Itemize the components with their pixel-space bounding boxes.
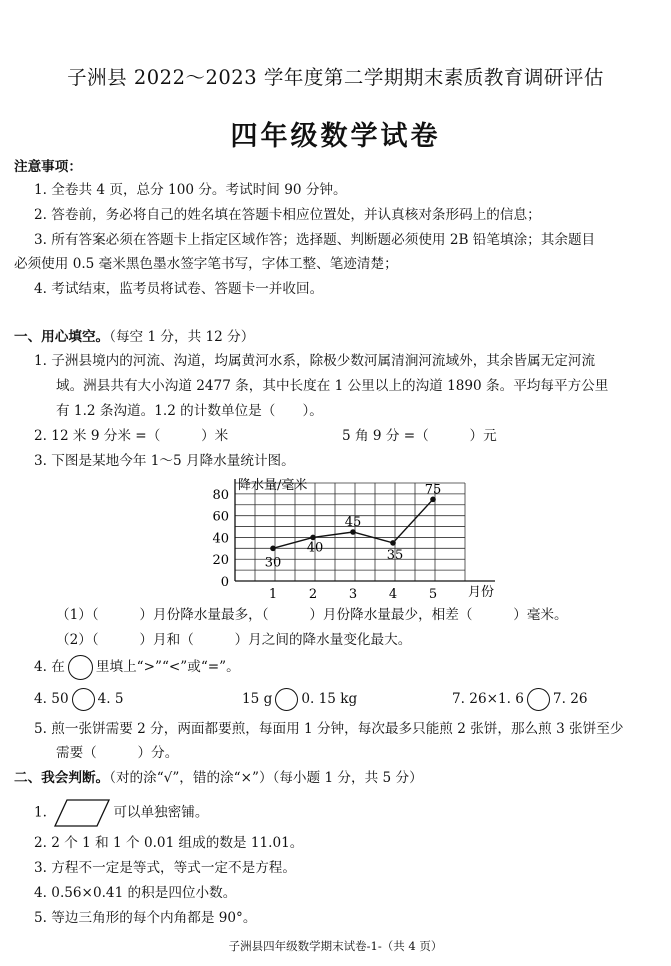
data-label: 75 [424,482,442,498]
data-point [270,546,276,552]
q3-sub-1: （1）（ ）月份降水量最多，（ ）月份降水量最少，相差（ ）毫米。 [56,607,568,623]
data-point [350,529,356,535]
x-tick-label: 4 [388,587,398,602]
judge-item-1-number: 1. [34,804,47,821]
q4-item-2 [242,688,357,711]
exam-header: 子洲县 2022～2023 学年度第二学期期末素质教育调研评估 [67,66,604,89]
judge-item-5: 5. 等边三角形的每个内角都是 90°。 [34,910,257,926]
q4-stem-post: 里填上“>”“<”或“=”。 [95,659,240,675]
data-point [430,497,436,503]
q1-line-2: 域。洲县共有大小沟道 2477 条，其中长度在 1 公里以上的沟道 1890 条。平均每平方公里 [56,378,609,394]
q4-item-1-left: 4. 50 [34,691,69,707]
section1-score: （每空 1 分，共 12 分） [109,329,255,345]
y-tick-label: 40 [212,531,229,547]
y-tick-label: 20 [212,553,229,569]
y-tick-label: 80 [212,487,229,503]
q2-part-a: 2. 12 米 9 分米 =（ ）米 [34,428,229,444]
q5-line-2: 需要（ ）分。 [56,745,179,761]
compare-circle[interactable] [72,688,95,711]
x-tick-label: 5 [428,587,438,602]
precipitation-chart [190,475,520,605]
chart-x-axis-label: 月份 [468,585,495,600]
section2-heading: 二、我会判断。 [14,770,110,786]
page-footer: 子洲县四年级数学期末试卷-1-（共 4 页） [228,939,443,953]
y-tick-label: 0 [220,575,229,590]
notice-item-3: 3. 所有答案必须在答题卡上指定区域作答；选择题、判断题必须使用 2B 铅笔填涂；其余题目 [34,232,596,248]
notice-item-3-cont: 必须使用 0.5 毫米黑色墨水签字笔书写，字体工整、笔迹清楚； [14,256,398,272]
section1-title [14,326,254,348]
notice-item-1: 1. 全卷共 4 页，总分 100 分。考试时间 90 分钟。 [34,182,347,198]
q4-item-2-right: 0. 15 kg [301,691,358,707]
judge-item-1 [34,798,208,828]
q4-item-1-right: 4. 5 [97,691,124,707]
q3-stem: 3. 下图是某地今年 1～5 月降水量统计图。 [34,453,295,469]
data-label: 45 [344,515,362,530]
x-tick-label: 2 [308,587,318,602]
x-tick-label: 3 [348,587,358,602]
notice-item-2: 2. 答卷前，务必将自己的姓名填在答题卡相应位置处，并认真核对条形码上的信息； [34,207,541,223]
judge-item-3: 3. 方程不一定是等式，等式一定不是方程。 [34,860,296,876]
q4-item-3 [452,688,588,711]
compare-circle[interactable] [527,688,550,711]
q4-item-2-left: 15 g [242,691,273,707]
compare-circle[interactable] [275,688,298,711]
data-point [390,540,396,546]
q4-stem [34,655,240,680]
data-point [310,535,316,541]
judge-item-2: 2. 2 个 1 和 1 个 0.01 组成的数是 11.01。 [34,835,304,851]
q4-item-1 [34,688,124,711]
x-tick-label: 1 [268,587,278,602]
y-tick-label: 60 [212,509,229,525]
section2-score: （对的涂“√”，错的涂“×”）（每小题 1 分，共 5 分） [109,770,423,786]
judge-item-4: 4. 0.56×0.41 的积是四位小数。 [34,885,237,901]
data-label: 35 [386,547,404,563]
q1-line-1: 1. 子洲县境内的河流、沟道，均属黄河水系，除极少数河属清涧河流域外，其余皆属无定河流 [34,353,596,369]
page-title: 四年级数学试卷 [230,121,441,152]
q3-sub-2: （2）（ ）月和（ ）月之间的降水量变化最大。 [56,632,412,648]
notice-item-4: 4. 考试结束，监考员将试卷、答题卡一并收回。 [34,281,324,297]
q1-line-3: 有 1.2 条沟道。1.2 的计数单位是（ ）。 [56,403,323,419]
section2-title [14,767,423,789]
data-label: 30 [264,555,282,571]
q4-item-3-left: 7. 26×1. 6 [452,691,524,707]
q2-part-b: 5 角 9 分 =（ ）元 [342,428,497,444]
q5-line-1: 5. 煎一张饼需要 2 分，两面都要煎，每面用 1 分钟，每次最多只能煎 2 张饼，那么煎 3 张饼至少 [34,721,624,737]
chart-y-axis-label: 降水量/毫米 [238,478,308,493]
notice-heading: 注意事项： [14,159,82,175]
judge-item-1-text: 可以单独密铺。 [113,804,209,821]
q4-item-3-right: 7. 26 [552,691,588,707]
section1-heading: 一、用心填空。 [14,329,110,345]
data-label: 40 [306,540,324,556]
answer-circle [68,655,93,680]
parallelogram-icon [53,798,111,828]
q4-stem-pre: 4. 在 [34,659,65,675]
